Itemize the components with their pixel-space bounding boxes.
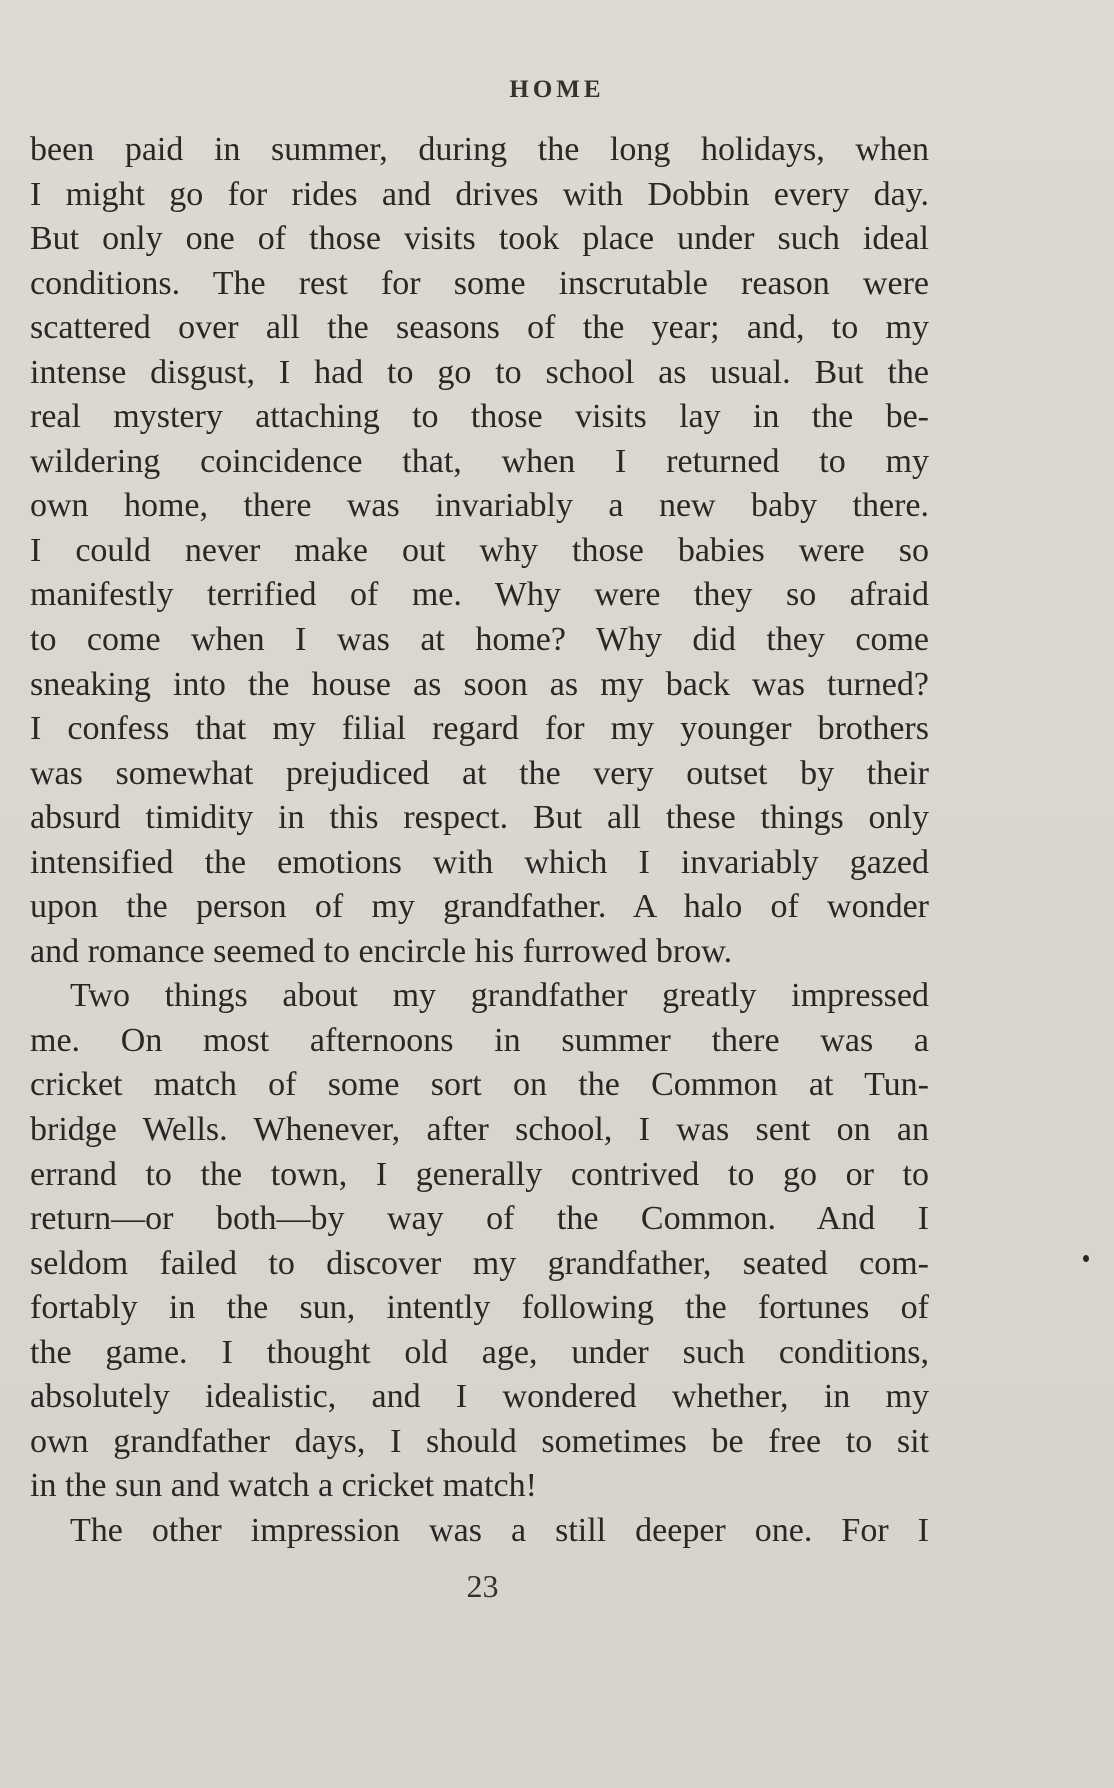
text-line: conditions. The rest for some inscrutable reason were [30, 264, 929, 302]
text-line: I confess that my filial regard for my younger brothers [30, 710, 929, 748]
ink-speck [1083, 1255, 1089, 1262]
text-line: own grandfather days, I should sometimes be free to sit [30, 1422, 929, 1460]
page-number: 23 [466, 1568, 499, 1604]
text-line: wildering coincidence that, when I returned to my [30, 442, 929, 480]
text-line: real mystery attaching to those visits lay in the be- [30, 398, 929, 436]
text-line: manifestly terrified of me. Why were they so afraid [30, 576, 929, 614]
text-line: me. On most afternoons in summer there was a [30, 1021, 929, 1059]
paragraph-start-line: Two things about my grandfather greatly impressed [70, 977, 929, 1015]
text-line: I could never make out why those babies were so [30, 531, 929, 569]
text-line: scattered over all the seasons of the year; and, to my [30, 309, 929, 347]
text-line: intense disgust, I had to go to school as usual. But the [30, 353, 929, 391]
text-line: return—or both—by way of the Common. And I [30, 1200, 929, 1238]
text-line: bridge Wells. Whenever, after school, I was sent on an [30, 1111, 929, 1149]
body-text [30, 128, 929, 1554]
paragraph-end-line: and romance seemed to encircle his furrowed brow. [30, 932, 733, 970]
paragraph-start-line: The other impression was a still deeper one. For I [70, 1511, 929, 1549]
text-line: absurd timidity in this respect. But all these things only [30, 799, 929, 837]
text-line: to come when I was at home? Why did they come [30, 621, 929, 659]
text-line: own home, there was invariably a new baby there. [30, 487, 929, 525]
text-line: errand to the town, I generally contrived to go or to [30, 1155, 929, 1193]
text-line: I might go for rides and drives with Dobbin every day. [30, 175, 929, 213]
text-line: fortably in the sun, intently following the fortunes of [30, 1289, 929, 1327]
running-head: HOME [509, 76, 605, 103]
text-line: cricket match of some sort on the Common at Tun- [30, 1066, 929, 1104]
text-line: been paid in summer, during the long holidays, when [30, 131, 929, 168]
text-line: seldom failed to discover my grandfather, seated com- [30, 1244, 929, 1282]
text-line: upon the person of my grandfather. A halo of wonder [30, 888, 929, 926]
text-line: But only one of those visits took place under such ideal [30, 220, 929, 258]
paragraph-end-line: in the sun and watch a cricket match! [30, 1467, 537, 1505]
text-line: the game. I thought old age, under such conditions, [30, 1333, 929, 1371]
text-line: sneaking into the house as soon as my back was turned? [30, 665, 929, 703]
text-line: was somewhat prejudiced at the very outset by their [30, 754, 929, 792]
text-line: intensified the emotions with which I invariably gazed [30, 843, 929, 881]
text-line: absolutely idealistic, and I wondered whether, in my [30, 1378, 929, 1416]
